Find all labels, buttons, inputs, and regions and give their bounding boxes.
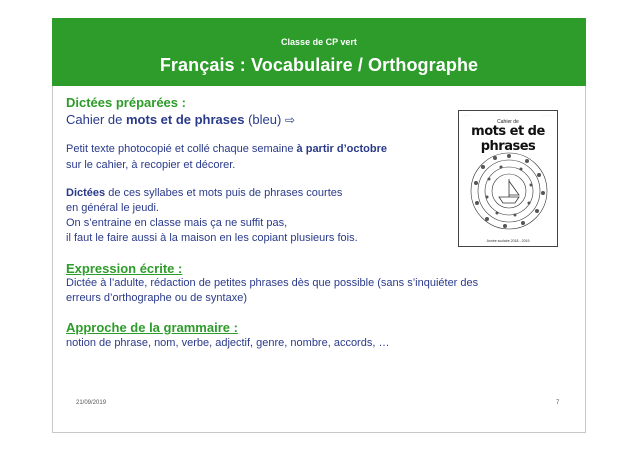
cahier-line (66, 112, 295, 127)
book-corner-right: · · · · · · · (542, 113, 554, 117)
dictees-line-4: il faut le faire aussi à la maison en les copiant plusieurs fois. (66, 232, 358, 244)
dictees-line-1 (66, 187, 342, 199)
texte-bold: à partir d’octobre (296, 143, 388, 155)
slide-title: Français : Vocabulaire / Orthographe (159, 55, 479, 75)
cahier-suffix: (bleu) (244, 112, 285, 127)
expression-line-1: Dictée à l’adulte, rédaction de petites phrases dès que possible (sans s’inquiéter des (66, 277, 479, 289)
heading-expression: Expression écrite : (66, 261, 183, 276)
cahier-bold: mots et de phrases (125, 112, 245, 127)
page-number: 7 (556, 400, 560, 406)
expression-line-2: erreurs d’orthographe ou de syntaxe) (66, 292, 247, 304)
heading-grammaire: Approche de la grammaire : (66, 320, 238, 335)
texte-line-1 (66, 143, 387, 155)
book-spiral-illustration (469, 141, 549, 237)
book-corner-left: · · · · · (462, 113, 471, 117)
book-title: mots et de phrases (471, 124, 545, 154)
dictees-bold: Dictées (66, 187, 106, 199)
book-cahier-label: Cahier de (497, 119, 519, 125)
book-footer-year: Année scolaire 2018 - 2019 (486, 239, 530, 243)
footer-date: 21/09/2019 (76, 400, 107, 406)
slide-header (52, 18, 586, 86)
texte-line-2: sur le cahier, à recopier et décorer. (66, 159, 236, 171)
book-cover-image (458, 110, 558, 247)
cahier-prefix: Cahier de (66, 112, 126, 127)
texte-prefix: Petit texte photocopié et collé chaque semaine (66, 143, 297, 155)
dictees-line-2: en général le jeudi. (66, 202, 159, 214)
heading-dictees: Dictées préparées : (66, 95, 186, 110)
grammaire-line-1: notion de phrase, nom, verbe, adjectif, genre, nombre, accords, … (66, 337, 390, 349)
dictees-rest: de ces syllabes et mots puis de phrases courtes (105, 187, 343, 199)
dictees-line-3: On s’entraine en classe mais ça ne suffit pas, (66, 217, 288, 229)
arrow-right-outline-icon: ⇨ (284, 113, 296, 127)
class-subtitle: Classe de CP vert (281, 37, 357, 47)
